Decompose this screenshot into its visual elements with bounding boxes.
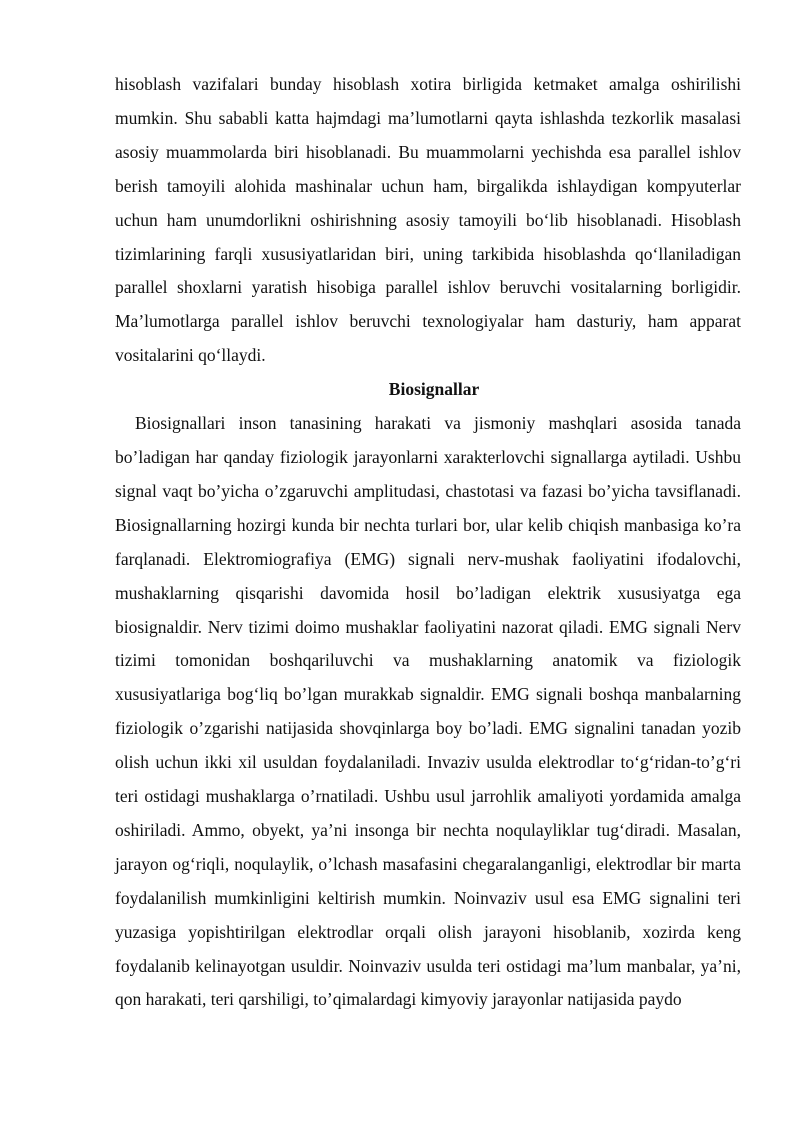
body-paragraph: hisoblash vazifalari bunday hisoblash xotira birligida ketmaket amalga oshirilishi mumkin. Shu sababli katta hajmdagi ma’lumotlarni qayta ishlashda tezkorlik masalasi asosiy muammolarda biri hisoblanadi. Bu muammolarni yechishda esa parallel ishlov berish tamoyili alohida mashinalar uchun ham, birgalikda ishlaydigan kompyuterlar uchun ham unumdorlikni oshirishning asosiy tamoyili bo‘lib hisoblanadi. Hisoblash tizimlarining farqli xususiyatlaridan biri, uning tarkibida hisoblashda qo‘llaniladigan parallel shoxlarni yaratish hisobiga parallel ishlov beruvchi vositalarning borligidir. Ma’lumotlarga parallel ishlov beruvchi texnologiyalar ham dasturiy, ham apparat vositalarini qo‘llaydi.	[115, 74, 741, 366]
section-heading: Biosignallar	[388, 379, 480, 400]
document-page	[115, 68, 741, 1017]
body-paragraph: Biosignallari inson tanasining harakati va jismoniy mashqlari asosida tanada bo’ladigan har qanday fiziologik jarayonlarni xarakterlovchi signallarga aytiladi. Ushbu signal vaqt bo’yicha o’zgaruvchi amplitudasi, chastotasi va fazasi bo’yicha tavsiflanadi. Biosignallarning hozirgi kunda bir nechta turlari bor, ular kelib chiqish manbasiga ko’ra farqlanadi. Elektromiografiya (EMG) signali nerv-mushak faoliyatini ifodalovchi, mushaklarning qisqarishi davomida hosil bo’ladigan elektrik xususiyatga ega biosignaldir. Nerv tizimi doimo mushaklar faoliyatini nazorat qiladi. EMG signali Nerv tizimi tomonidan boshqariluvchi va mushaklarning anatomik va fiziologik xususiyatlariga bog‘liq bo’lgan murakkab signaldir. EMG signali boshqa manbalarning fiziologik o’zgarishi natijasida shovqinlarga boy bo’ladi. EMG signalini tanadan yozib olish uchun ikki xil usuldan foydalaniladi. Invaziv usulda elektrodlar to‘g‘ridan-to’g‘ri teri ostidagi mushaklarga o’rnatiladi. Ushbu usul jarrohlik amaliyoti yordamida amalga oshiriladi. Ammo, obyekt, ya’ni insonga bir nechta noqulayliklar tug‘diradi. Masalan, jarayon og‘riqli, noqulaylik, o’lchash masafasini chegaralanganligi, elektrodlar bir marta foydalanilish mumkinligini keltirish mumkin. Noinvaziv usul esa EMG signalini teri yuzasiga yopishtirilgan elektrodlar orqali olish jarayoni hisoblanib, xozirda keng foydalanib kelinayotgan usuldir. Noinvaziv usulda teri ostidagi ma’lum manbalar, ya’ni, qon harakati, teri qarshiligi, to’qimalardagi kimyoviy jarayonlar natijasida paydo	[115, 413, 741, 1010]
